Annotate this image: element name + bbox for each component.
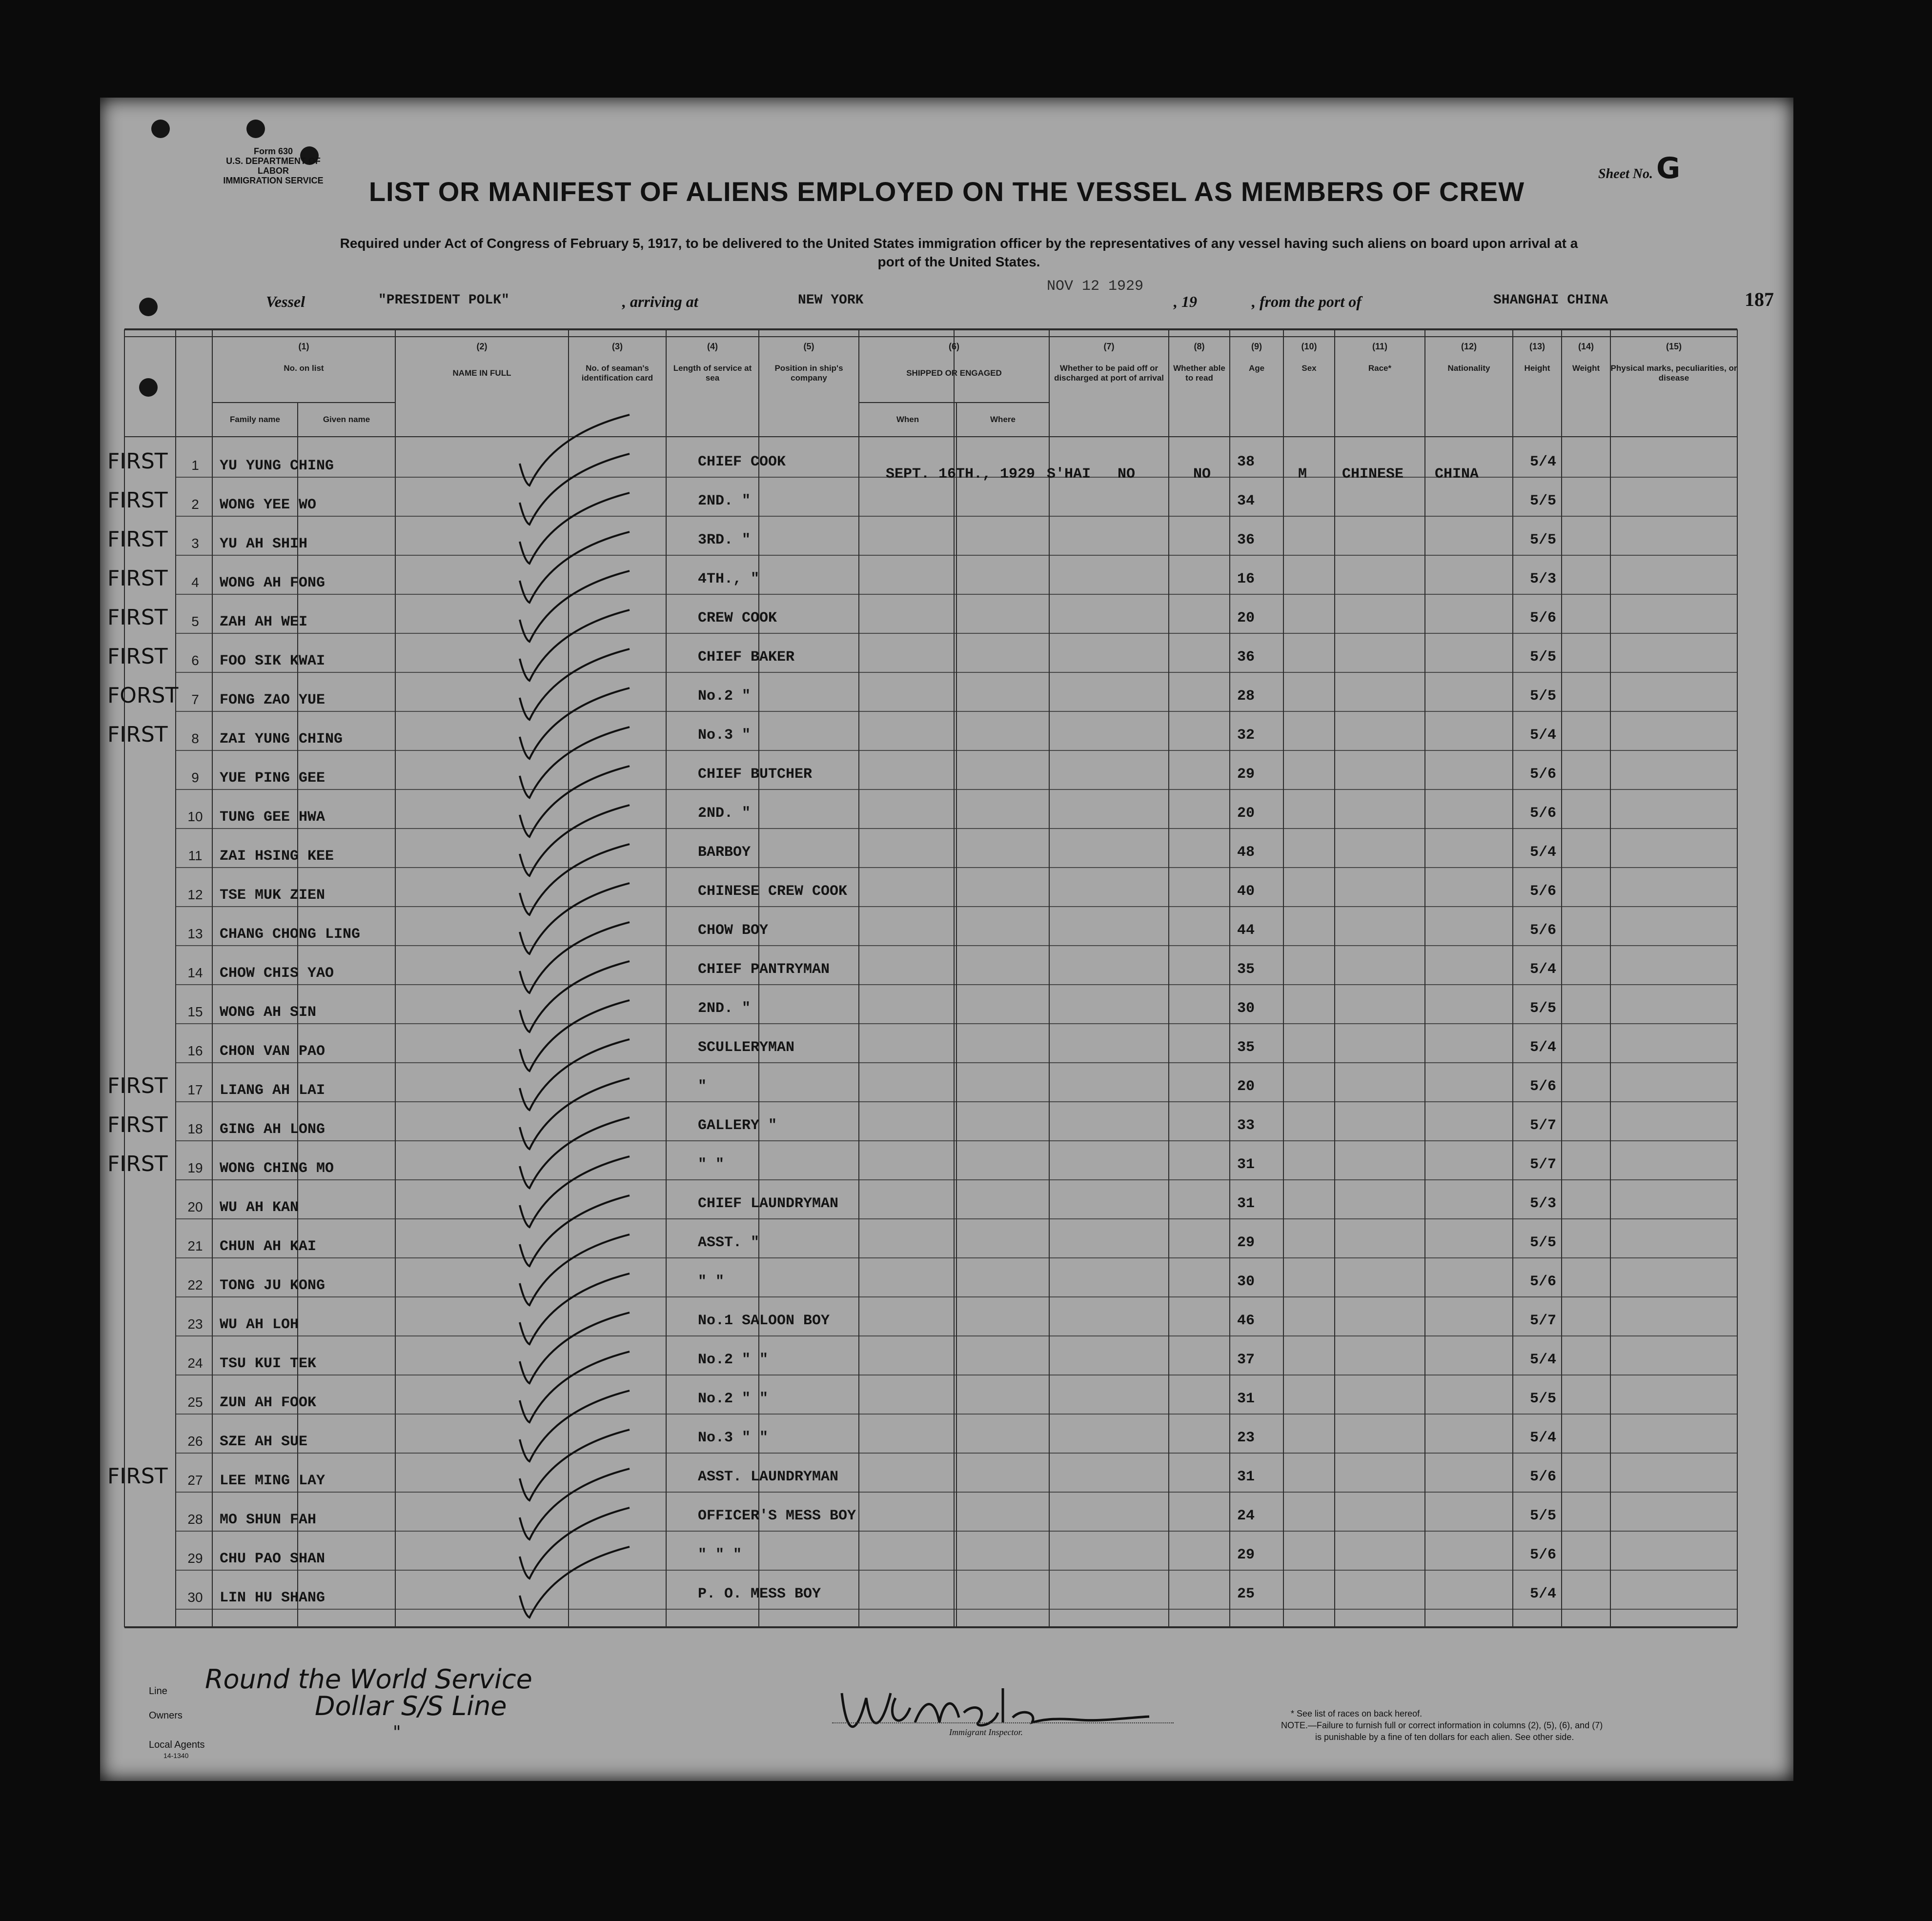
column-number: (12) [1461,342,1477,351]
notes [1281,1708,1793,1743]
first-row-read: NO [1193,466,1211,483]
crew-position: CHIEF BAKER [698,649,795,666]
crew-name: WONG CHING MO [220,1160,334,1177]
crew-height: 5/7 [1530,1313,1557,1329]
crew-height: 5/5 [1530,532,1557,548]
page-title: LIST OR MANIFEST OF ALIENS EMPLOYED ON THE VESSEL AS MEMBERS OF CREW [368,176,1525,207]
crew-position: 2ND. " [698,493,751,509]
crew-height: 5/5 [1530,493,1557,509]
first-row-race: CHINESE [1342,466,1404,483]
crew-position: " " " [698,1547,742,1563]
crew-name: LIANG AH LAI [220,1082,325,1099]
crew-height: 5/4 [1530,844,1557,861]
crew-height: 5/6 [1530,883,1557,900]
crew-position: GALLERY " [698,1117,777,1134]
first-row-nationality: CHINA [1435,466,1479,483]
row-number: 30 [187,1590,203,1605]
column-subheader: Given name [323,415,370,424]
crew-name: TUNG GEE HWA [220,809,325,826]
row-number: 13 [187,926,203,941]
crew-height: 5/4 [1530,454,1557,470]
crew-name: ZUN AH FOOK [220,1395,317,1411]
first-class-mark: FIRST [107,449,168,474]
crew-age: 29 [1237,1234,1255,1251]
crew-name: CHOW CHIS YAO [220,965,334,982]
department: U.S. DEPARTMENT OF LABOR [226,156,321,176]
crew-height: 5/5 [1530,1508,1557,1524]
column-number: (6) [949,342,959,351]
crew-position: No.3 " " [698,1430,769,1446]
note-fine-2: is punishable by a fine of ten dollars for each alien. See other side. [1315,1732,1574,1742]
crew-name: YU AH SHIH [220,536,308,552]
crew-age: 30 [1237,1274,1255,1290]
row-number: 17 [187,1082,203,1097]
crew-age: 40 [1237,883,1255,900]
form-number: Form 630 [253,146,293,156]
row-number: 19 [187,1160,203,1175]
crew-age: 31 [1237,1195,1255,1212]
crew-age: 30 [1237,1000,1255,1017]
line-label: Line [149,1686,167,1697]
crew-name: ZAI YUNG CHING [220,731,343,748]
row-number: 9 [191,770,199,785]
row-number: 29 [187,1551,203,1566]
subtitle-line-2: port of the United States. [877,254,1040,269]
year-label: , 19 [1174,293,1197,310]
crew-age: 31 [1237,1469,1255,1485]
first-class-mark: FIRST [107,1073,168,1098]
crew-name: MO SHUN FAH [220,1512,317,1528]
crew-name: WONG AH FONG [220,575,325,591]
crew-position: OFFICER'S MESS BOY [698,1508,856,1524]
crew-height: 5/4 [1530,961,1557,978]
crew-name: CHON VAN PAO [220,1043,325,1060]
first-class-mark: FIRST [107,566,168,591]
first-class-mark: FIRST [107,1152,168,1176]
column-number: (10) [1301,342,1317,351]
column-header: Weight [1572,364,1600,373]
crew-name: YU YUNG CHING [220,458,334,474]
note-fine-1: NOTE.—Failure to furnish full or correct information in columns (2), (5), (6), and (7) [1281,1720,1603,1730]
crew-height: 5/7 [1530,1156,1557,1173]
column-header: Nationality [1447,364,1490,373]
first-class-mark: FIRST [107,722,168,747]
crew-position: 4TH., " [698,571,760,587]
inspector-label: Immigrant Inspector. [949,1727,1023,1737]
crew-height: 5/4 [1530,1352,1557,1368]
crew-age: 34 [1237,493,1255,509]
crew-age: 25 [1237,1586,1255,1602]
crew-position: CHIEF PANTRYMAN [698,961,830,978]
crew-name: ZAI HSING KEE [220,848,334,865]
crew-position: P. O. MESS BOY [698,1586,821,1602]
crew-age: 32 [1237,727,1255,744]
row-number: 16 [187,1043,203,1058]
line-value: Round the World Service [205,1664,532,1695]
row-number: 28 [187,1512,203,1527]
agents-value: " [393,1722,401,1742]
crew-height: 5/3 [1530,1195,1557,1212]
column-header: Height [1524,364,1550,373]
row-number: 11 [188,848,203,863]
row-number: 10 [187,809,203,824]
column-number: (8) [1194,342,1205,351]
first-class-mark: FIRST [107,1112,168,1137]
footer [100,1635,1793,1781]
column-number: (2) [476,342,488,351]
crew-height: 5/5 [1530,649,1557,666]
crew-position: No.3 " [698,727,751,744]
crew-age: 20 [1237,610,1255,627]
crew-age: 29 [1237,1547,1255,1563]
first-row-paid-off: NO [1118,466,1136,483]
crew-age: 38 [1237,454,1255,470]
column-number: (13) [1529,342,1545,351]
crew-name: CHUN AH KAI [220,1238,317,1255]
crew-height: 5/4 [1530,1586,1557,1602]
crew-height: 5/6 [1530,1469,1557,1485]
crew-height: 5/4 [1530,1430,1557,1446]
crew-name: SZE AH SUE [220,1434,308,1450]
row-number: 7 [191,692,199,707]
column-number: (7) [1103,342,1115,351]
crew-name: CHU PAO SHAN [220,1551,325,1567]
crew-position: " " [698,1156,725,1173]
row-number: 22 [187,1277,203,1293]
agents-label: Local Agents [149,1739,205,1750]
form-code: 14-1340 [163,1752,189,1759]
crew-position: 3RD. " [698,532,751,548]
crew-name: TSU KUI TEK [220,1355,317,1372]
crew-height: 5/4 [1530,727,1557,744]
crew-age: 35 [1237,1039,1255,1056]
vessel-label: Vessel [266,293,305,310]
crew-age: 36 [1237,532,1255,548]
crew-name: WU AH KAN [220,1199,299,1216]
crew-age: 44 [1237,922,1255,939]
crew-height: 5/6 [1530,610,1557,627]
owners-label: Owners [149,1710,183,1721]
first-row-sex: M [1298,466,1307,483]
column-header: NAME IN FULL [452,368,511,378]
first-class-mark: FIRST [107,1464,168,1489]
column-number: (1) [298,342,309,351]
vessel-value: "PRESIDENT POLK" [378,293,509,308]
crew-position: 2ND. " [698,805,751,822]
row-number: 12 [187,887,203,902]
crew-height: 5/6 [1530,1078,1557,1095]
crew-age: 28 [1237,688,1255,705]
crew-position: CHIEF COOK [698,454,786,470]
crew-height: 5/7 [1530,1117,1557,1134]
crew-name: TSE MUK ZIEN [220,887,325,904]
crew-name: YUE PING GEE [220,770,325,787]
from-label: , from the port of [1252,293,1362,310]
crew-age: 20 [1237,805,1255,822]
row-number: 4 [191,575,199,590]
column-number: (11) [1372,342,1388,351]
crew-position: BARBOY [698,844,751,861]
owners-value: Dollar S/S Line [315,1691,507,1721]
first-class-mark: FIRST [107,527,168,552]
column-subheader: Where [990,415,1016,424]
crew-age: 29 [1237,766,1255,783]
row-number: 8 [191,731,199,746]
crew-position: " [698,1078,707,1095]
row-number: 3 [191,536,199,551]
crew-name: WONG YEE WO [220,497,317,513]
crew-position: CHIEF LAUNDRYMAN [698,1195,839,1212]
crew-name: WONG AH SIN [220,1004,317,1021]
sheet-label: Sheet No. [1598,166,1653,182]
crew-age: 48 [1237,844,1255,861]
crew-position: CHIEF BUTCHER [698,766,813,783]
crew-name: LEE MING LAY [220,1473,325,1489]
date-stamp: NOV 12 1929 [1047,278,1144,295]
subtitle-line-1: Required under Act of Congress of February 5, 1917, to be delivered to the United States immigration officer by the representatives of any vessel having such aliens on board upon arrival at a [340,236,1578,251]
column-header: SHIPPED OR ENGAGED [906,368,1002,378]
first-row-when: SEPT. 16TH., 1929 [886,466,1036,483]
crew-name: FONG ZAO YUE [220,692,325,708]
crew-age: 31 [1237,1391,1255,1407]
column-number: (14) [1578,342,1594,351]
crew-position: No.2 " [698,688,751,705]
service: IMMIGRATION SERVICE [223,176,324,185]
column-header: Position in ship's company [774,364,843,383]
row-number: 5 [191,614,199,629]
crew-name: FOO SIK KWAI [220,653,325,669]
row-number: 27 [187,1473,203,1488]
crew-height: 5/5 [1530,688,1557,705]
crew-position: No.2 " " [698,1391,769,1407]
crew-height: 5/6 [1530,805,1557,822]
column-subheader: When [896,415,919,424]
column-header: Sex [1302,364,1317,373]
first-class-mark: FIRST [107,605,168,630]
crew-position: CHOW BOY [698,922,769,939]
crew-name: ZAH AH WEI [220,614,308,630]
crew-name: LIN HU SHANG [220,1590,325,1606]
crew-name: CHANG CHONG LING [220,926,361,943]
crew-position: ASST. LAUNDRYMAN [698,1469,839,1485]
crew-height: 5/5 [1530,1000,1557,1017]
row-number: 14 [187,965,203,980]
column-header: Whether able to read [1173,364,1225,383]
crew-name: TONG JU KONG [220,1277,325,1294]
arriving-value: NEW YORK [798,293,864,308]
column-number: (5) [803,342,814,351]
crew-name: GING AH LONG [220,1121,325,1138]
row-number: 6 [191,653,199,668]
first-class-mark: FIRST [107,644,168,669]
crew-position: " " [698,1274,725,1290]
crew-age: 23 [1237,1430,1255,1446]
crew-age: 31 [1237,1156,1255,1173]
crew-height: 5/3 [1530,571,1557,587]
crew-height: 5/4 [1530,1039,1557,1056]
crew-position: SCULLERYMAN [698,1039,795,1056]
row-number: 15 [187,1004,203,1019]
column-header: Age [1248,364,1265,373]
from-value: SHANGHAI CHINA [1493,293,1608,308]
first-class-mark: FIRST [107,488,168,513]
row-number: 24 [187,1355,203,1371]
crew-position: 2ND. " [698,1000,751,1017]
column-number: (3) [612,342,623,351]
crew-age: 46 [1237,1313,1255,1329]
manifest-sheet [100,98,1793,1781]
crew-age: 16 [1237,571,1255,587]
row-number: 26 [187,1434,203,1449]
crew-age: 24 [1237,1508,1255,1524]
sheet-value: G [1656,151,1681,185]
crew-height: 5/5 [1530,1234,1557,1251]
crew-height: 5/6 [1530,766,1557,783]
column-number: (15) [1666,342,1682,351]
column-number: (9) [1251,342,1262,351]
crew-name: WU AH LOH [220,1316,299,1333]
column-number: (4) [707,342,718,351]
crew-age: 37 [1237,1352,1255,1368]
crew-height: 5/6 [1530,1547,1557,1563]
column-header: No. of seaman's identification card [581,364,653,383]
crew-age: 20 [1237,1078,1255,1095]
crew-position: No.1 SALOON BOY [698,1313,830,1329]
row-number: 18 [187,1121,203,1136]
row-number: 20 [187,1199,203,1214]
crew-position: ASST. " [698,1234,760,1251]
crew-position: No.2 " " [698,1352,769,1368]
first-row-where: S'HAI [1047,466,1091,483]
crew-position: CHINESE CREW COOK [698,883,848,900]
page-number: 187 [1745,288,1774,310]
crew-age: 33 [1237,1117,1255,1134]
row-number: 25 [187,1395,203,1410]
row-number: 23 [187,1316,203,1332]
column-header: Whether to be paid off or discharged at port of arrival [1054,364,1164,383]
crew-age: 36 [1237,649,1255,666]
crew-height: 5/5 [1530,1391,1557,1407]
note-races: * See list of races on back hereof. [1291,1709,1423,1719]
column-header: Length of service at sea [673,364,752,383]
column-header: No. on list [284,364,324,373]
row-number: 1 [191,458,199,473]
column-subheader: Family name [230,415,280,424]
crew-height: 5/6 [1530,922,1557,939]
column-header: Race* [1368,364,1392,373]
arriving-label: , arriving at [622,293,698,310]
crew-position: CREW COOK [698,610,777,627]
row-number: 2 [191,497,199,512]
first-class-mark: FORST [107,683,179,708]
row-number: 21 [187,1238,203,1254]
column-header: Physical marks, peculiarities, or disease [1610,364,1737,383]
crew-height: 5/6 [1530,1274,1557,1290]
crew-age: 35 [1237,961,1255,978]
